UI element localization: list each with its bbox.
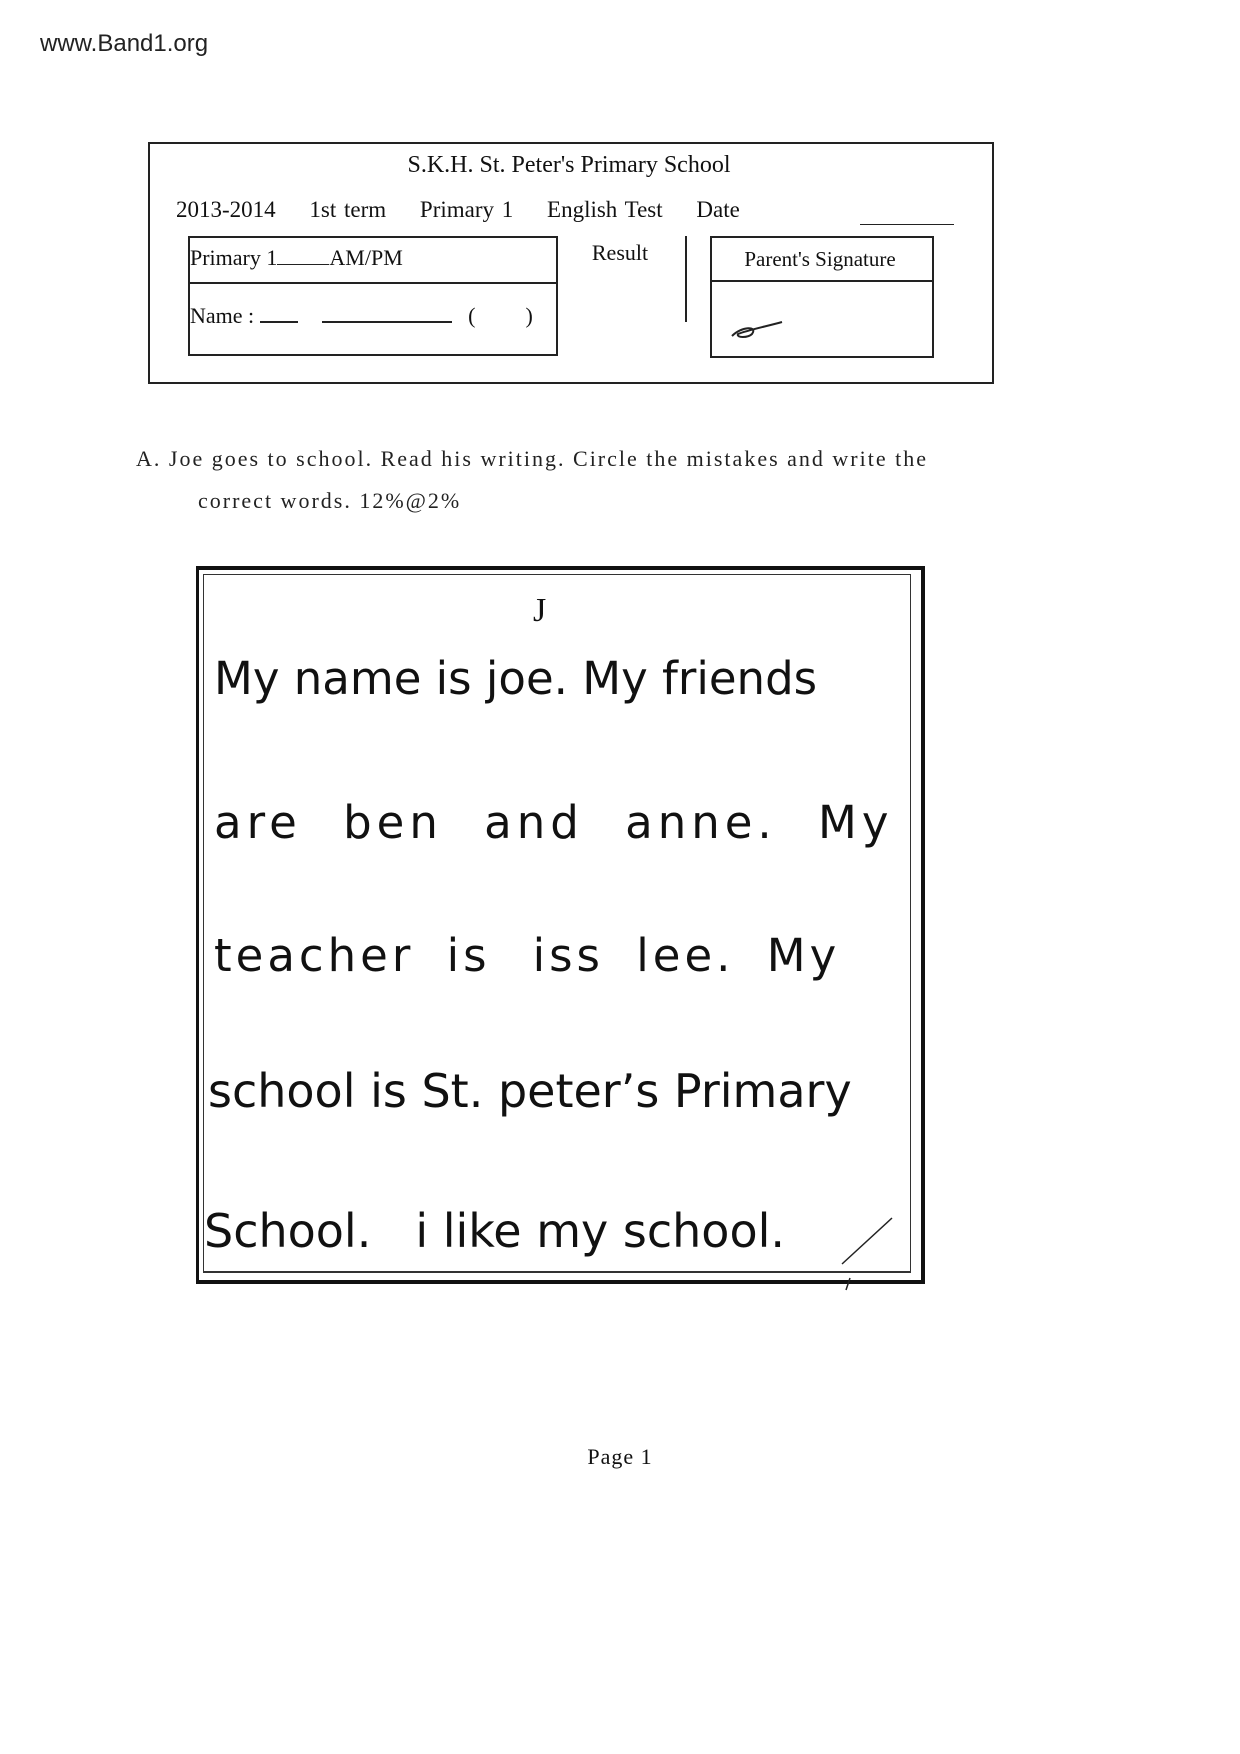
name-label: Name : — [190, 303, 255, 328]
subject: English Test — [547, 197, 663, 222]
student-info-divider — [190, 282, 556, 284]
writing-line-5-part-a[interactable]: School. — [204, 1204, 372, 1258]
writing-line-5[interactable] — [204, 1204, 785, 1258]
date-label: Date — [696, 197, 740, 222]
date-field-line[interactable] — [860, 224, 954, 225]
grade: Primary 1 — [419, 197, 514, 222]
writing-line-3-part-b[interactable]: iss lee. My — [532, 929, 841, 982]
signature-scribble-icon — [728, 318, 788, 342]
result-label: Result — [591, 240, 649, 265]
writing-line-1[interactable]: My name is joe. My friends — [214, 652, 818, 705]
writing-line-4[interactable]: school is St. peter’s Primary — [208, 1064, 852, 1118]
writing-line-3[interactable] — [214, 929, 840, 982]
name-blank-long[interactable] — [322, 303, 452, 323]
writing-line-3-part-a[interactable]: teacher is — [214, 929, 491, 982]
test-info-line — [176, 197, 766, 223]
writing-line-2[interactable]: are ben and anne. My — [214, 796, 894, 849]
name-blank-short[interactable] — [260, 303, 298, 323]
class-label: Primary 1 — [190, 245, 278, 270]
watermark: www.Band1.org — [40, 30, 209, 57]
term: 1st term — [309, 197, 387, 222]
page-number: Page 1 — [587, 1444, 653, 1469]
signature-divider — [712, 280, 932, 282]
pen-tick-icon — [840, 1216, 900, 1292]
name-field[interactable] — [190, 303, 533, 329]
class-blank[interactable] — [277, 246, 329, 265]
class-number-close: ) — [525, 303, 533, 328]
session-label: AM/PM — [329, 245, 403, 270]
class-number-open: ( — [468, 303, 476, 328]
question-line-1: A. Joe goes to school. Read his writing. Circle the mistakes and write the — [136, 446, 928, 471]
signature-label: Parent's Signature — [744, 247, 896, 271]
question-line-2: correct words. 12%@2% — [198, 488, 462, 513]
school-year: 2013-2014 — [176, 197, 276, 222]
writing-line-5-part-b[interactable]: i like my school. — [415, 1204, 785, 1258]
class-field[interactable] — [190, 245, 403, 271]
handwritten-correction: J — [533, 592, 547, 629]
school-name: S.K.H. St. Peter's Primary School — [407, 152, 731, 178]
question-instructions — [136, 438, 1076, 522]
